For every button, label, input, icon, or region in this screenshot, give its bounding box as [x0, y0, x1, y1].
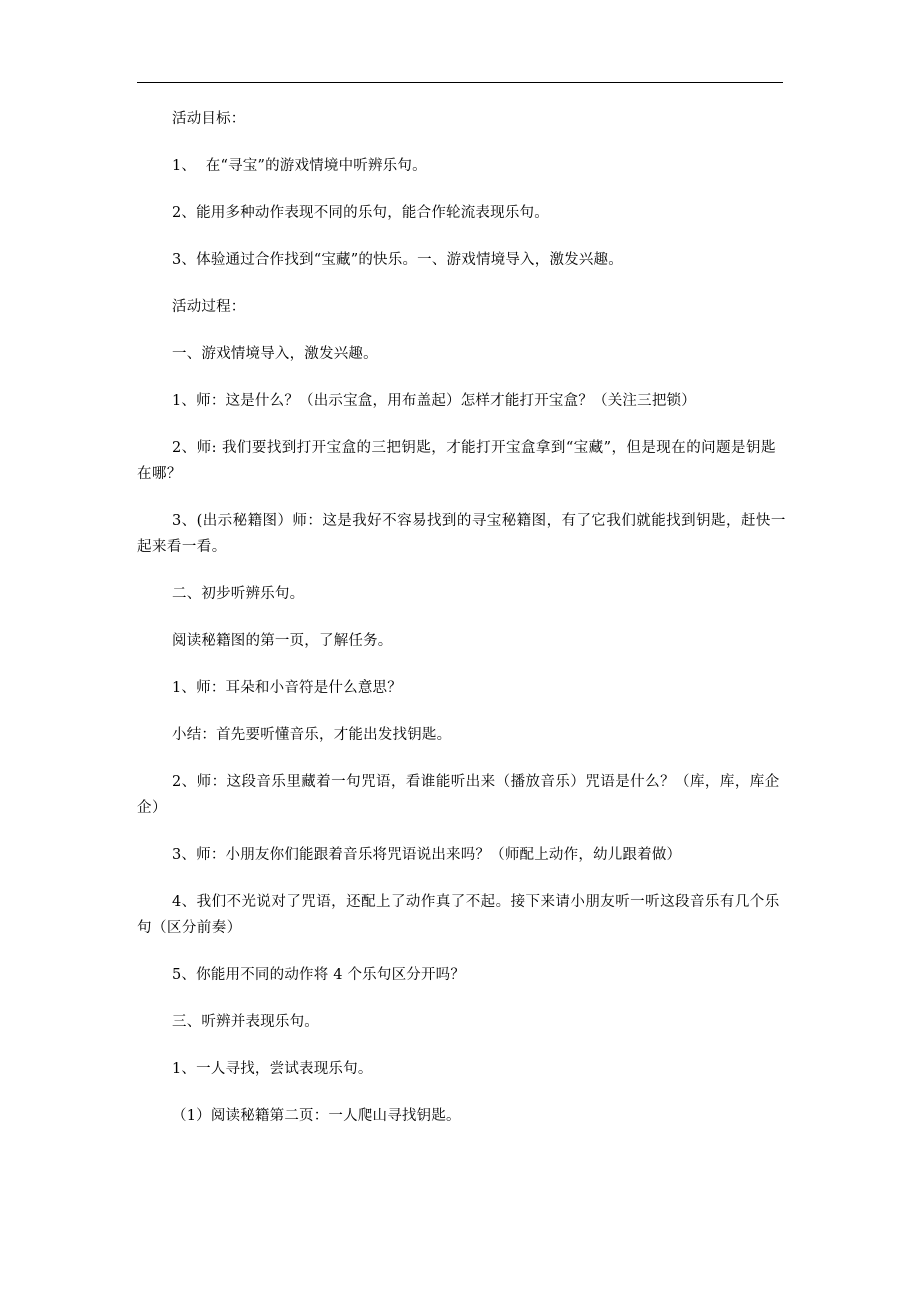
paragraph-section-1-item-3: 3、(出示秘籍图）师：这是我好不容易找到的寻宝秘籍图，有了它我们就能找到钥匙，赶快一起来看一看。: [137, 513, 786, 555]
paragraph-section-2-item-2: 2、师：这段音乐里藏着一句咒语，看谁能听出来（播放音乐）咒语是什么？（库，库，库企企）: [137, 774, 780, 816]
paragraph-section-3-item-1: 1、一人寻找，尝试表现乐句。: [172, 1061, 373, 1077]
paragraph-section-2-heading: 二、初步听辨乐句。: [172, 586, 305, 602]
paragraph-section-2-item-4: 4、我们不光说对了咒语，还配上了动作真了不起。接下来请小朋友听一听这段音乐有几个乐句（区分前奏）: [137, 894, 780, 936]
paragraph-section-3-heading: 三、听辨并表现乐句。: [172, 1014, 319, 1030]
paragraph-section-1-heading: 一、游戏情境导入，激发兴趣。: [172, 346, 378, 362]
paragraph-section-3-subitem-1: （1）阅读秘籍第二页：一人爬山寻找钥匙。: [172, 1108, 461, 1124]
paragraph-section-2-summary: 小结：首先要听懂音乐，才能出发找钥匙。: [172, 727, 452, 743]
paragraph-section-1-item-2: 2、师: 我们要找到打开宝盒的三把钥匙，才能打开宝盒拿到“宝藏”，但是现在的问题是钥匙在哪？: [137, 440, 776, 482]
header-rule: [137, 82, 783, 83]
paragraph-activity-process-heading: 活动过程：: [172, 299, 246, 315]
paragraph-goal-1: 1、 在“寻宝”的游戏情境中听辨乐句。: [172, 158, 427, 174]
paragraph-section-1-item-1: 1、师：这是什么？（出示宝盒，用布盖起）怎样才能打开宝盒？（关注三把锁）: [172, 393, 696, 409]
paragraph-goal-2: 2、能用多种动作表现不同的乐句，能合作轮流表现乐句。: [172, 205, 549, 221]
paragraph-section-2-item-1: 1、师：耳朵和小音符是什么意思？: [172, 680, 402, 696]
paragraph-section-2-item-5: 5、你能用不同的动作将 4 个乐句区分开吗？: [172, 967, 466, 983]
paragraph-section-2-intro: 阅读秘籍图的第一页，了解任务。: [172, 633, 393, 649]
document-body: [137, 106, 787, 1150]
paragraph-section-2-item-3: 3、师：小朋友你们能跟着音乐将咒语说出来吗？（师配上动作，幼儿跟着做）: [172, 847, 682, 863]
paragraph-goal-3: 3、体验通过合作找到“宝藏”的快乐。一、游戏情境导入，激发兴趣。: [172, 252, 623, 268]
paragraph-activity-goals-heading: 活动目标：: [172, 111, 246, 127]
